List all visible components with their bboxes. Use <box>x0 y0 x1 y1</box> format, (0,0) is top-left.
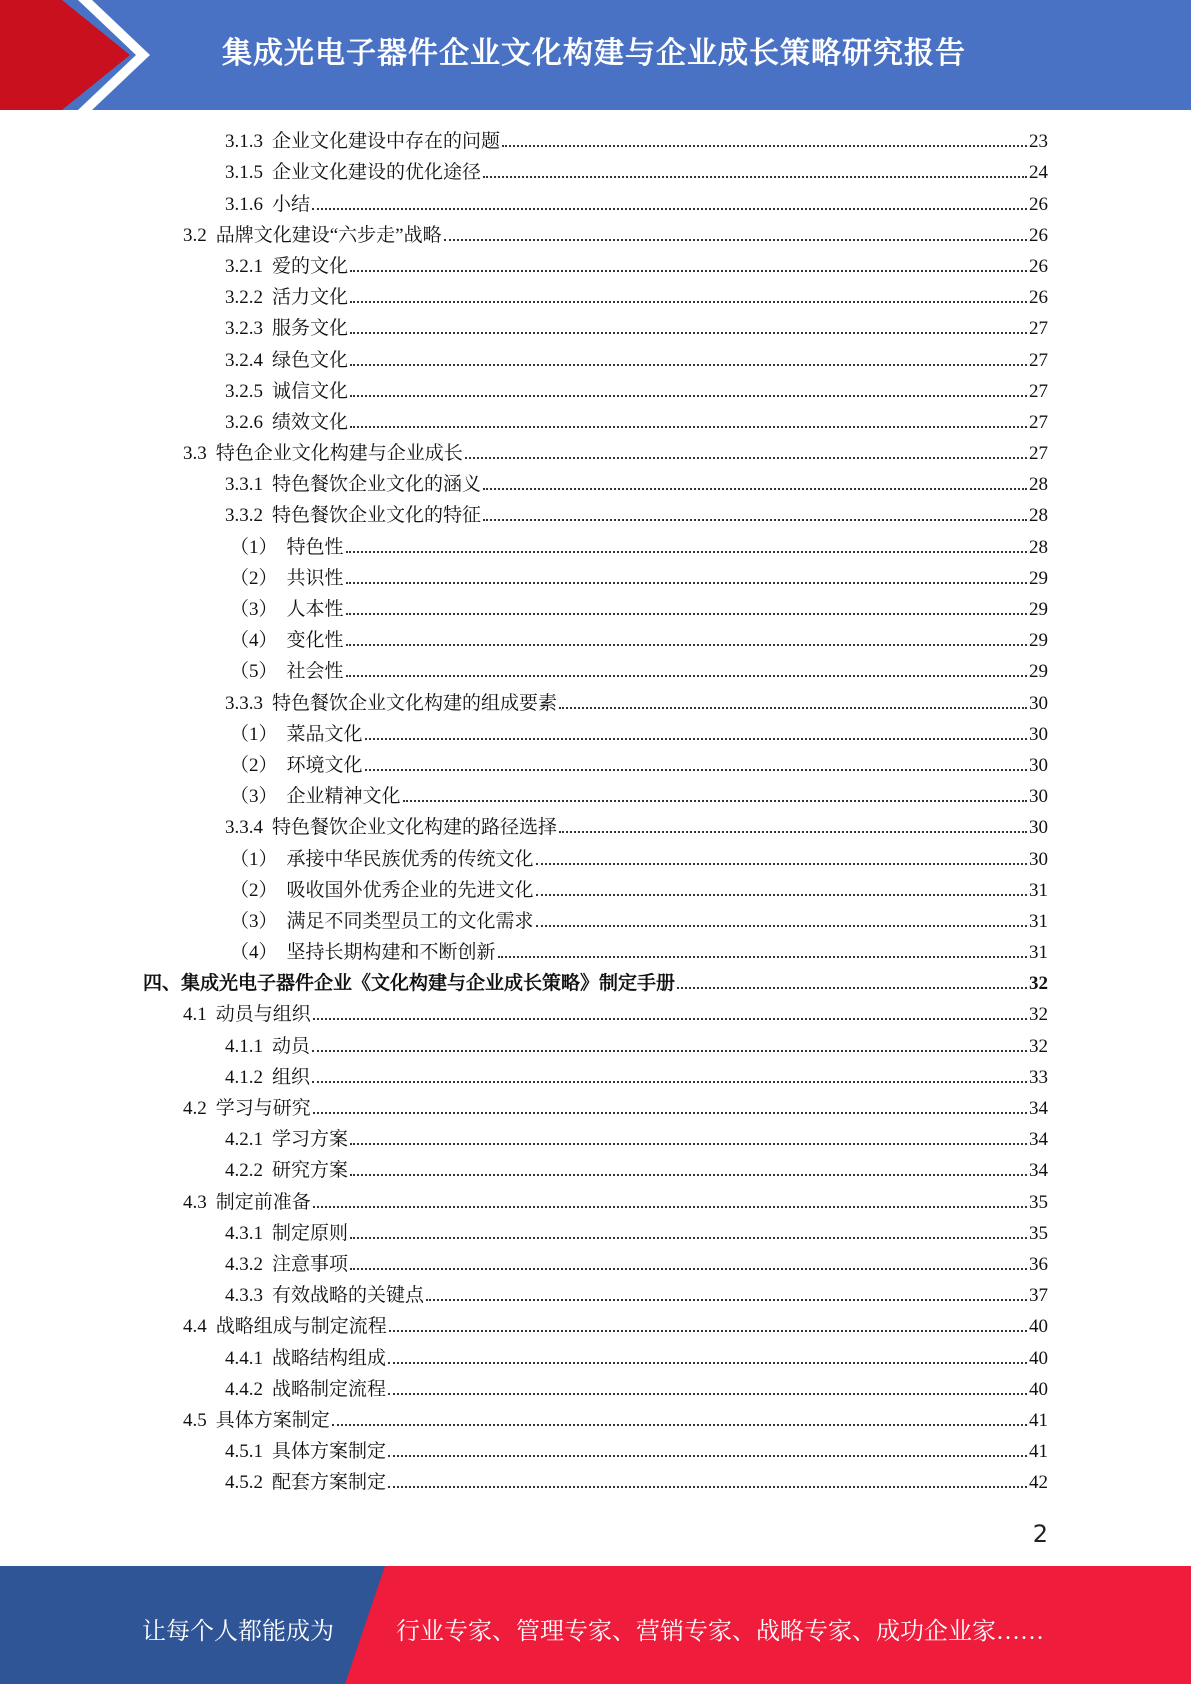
toc-entry-title: 环境文化 <box>286 754 363 776</box>
toc-entry-page: 31 <box>1029 879 1048 901</box>
toc-entry-page: 29 <box>1029 567 1048 589</box>
toc-entry-page: 30 <box>1029 692 1048 714</box>
toc-entry-title: 学习方案 <box>272 1129 349 1151</box>
toc-entry-number: 3.2.1 <box>225 255 263 277</box>
toc-entry-number: 3.2.2 <box>225 287 263 309</box>
toc-entry-title: 特色餐饮企业文化构建的路径选择 <box>272 817 558 839</box>
toc-entry-page: 26 <box>1029 287 1048 309</box>
toc-entry-title: 诚信文化 <box>272 380 349 402</box>
toc-entry[interactable] <box>0 594 1191 625</box>
toc-entry[interactable] <box>0 220 1191 251</box>
toc-leader-dots <box>502 145 1027 147</box>
toc-entry[interactable] <box>0 1405 1191 1436</box>
toc-entry[interactable] <box>0 1062 1191 1093</box>
toc-entry-page: 40 <box>1029 1316 1048 1338</box>
toc-entry[interactable] <box>0 937 1191 968</box>
toc-entry-number: 4.5 <box>183 1409 207 1431</box>
toc-entry[interactable] <box>0 968 1191 999</box>
toc-entry-number: 4.2.1 <box>225 1129 263 1151</box>
toc-entry-number: 3.3.4 <box>225 817 263 839</box>
toc-entry-title: 制定原则 <box>272 1222 349 1244</box>
toc-leader-dots <box>313 1018 1027 1020</box>
toc-entry-title: 绿色文化 <box>272 349 349 371</box>
toc-leader-dots <box>350 270 1027 272</box>
toc-entry-page: 33 <box>1029 1066 1048 1088</box>
toc-entry-page: 24 <box>1029 162 1048 184</box>
toc-leader-dots <box>388 1486 1027 1488</box>
toc-entry[interactable] <box>0 1374 1191 1405</box>
toc-entry-page: 27 <box>1029 380 1048 402</box>
toc-entry-title: 人本性 <box>286 599 344 620</box>
toc-entry-title: 动员 <box>272 1035 311 1057</box>
toc-entry-number: （3） <box>230 786 278 808</box>
toc-entry[interactable] <box>0 687 1191 718</box>
toc-entry-title: 变化性 <box>286 630 344 652</box>
toc-entry-page: 29 <box>1029 599 1048 620</box>
toc-entry[interactable] <box>0 563 1191 594</box>
toc-entry-page: 34 <box>1029 1160 1048 1182</box>
toc-entry-page: 28 <box>1029 536 1048 558</box>
toc-leader-dots <box>426 1299 1027 1301</box>
toc-entry-page: 32 <box>1029 973 1048 995</box>
toc-entry[interactable] <box>0 719 1191 750</box>
page-footer <box>0 1566 1191 1684</box>
toc-entry[interactable] <box>0 126 1191 157</box>
toc-leader-dots <box>403 800 1027 802</box>
toc-entry[interactable] <box>0 656 1191 687</box>
toc-entry[interactable] <box>0 407 1191 438</box>
toc-leader-dots <box>498 956 1027 958</box>
toc-entry-page: 30 <box>1029 723 1048 745</box>
toc-entry-number: （2） <box>230 567 278 589</box>
toc-entry[interactable] <box>0 999 1191 1030</box>
toc-entry-number: 3.2 <box>183 224 207 246</box>
toc-entry-number: （2） <box>230 879 278 901</box>
toc-leader-dots <box>350 1174 1027 1176</box>
toc-leader-dots <box>312 1050 1027 1052</box>
toc-entry-page: 30 <box>1029 817 1048 839</box>
toc-leader-dots <box>350 395 1027 397</box>
toc-entry-page: 30 <box>1029 786 1048 808</box>
toc-entry-title: 品牌文化建设“六步走”战略 <box>215 224 442 246</box>
toc-entry-page: 41 <box>1029 1409 1048 1431</box>
toc-entry-title: 承接中华民族优秀的传统文化 <box>286 848 534 870</box>
toc-entry-page: 32 <box>1029 1004 1048 1026</box>
toc-entry-number: 4.2 <box>183 1098 207 1119</box>
toc-entry-number: （1） <box>230 536 278 558</box>
toc-leader-dots <box>365 738 1027 740</box>
toc-leader-dots <box>365 769 1027 771</box>
toc-leader-dots <box>444 239 1027 241</box>
toc-entry-number: （3） <box>230 910 278 932</box>
toc-leader-dots <box>346 551 1027 553</box>
toc-entry[interactable] <box>0 282 1191 313</box>
toc-entry[interactable] <box>0 188 1191 219</box>
toc-leader-dots <box>313 1112 1027 1114</box>
toc-entry-number: （5） <box>230 661 278 683</box>
toc-entry-page: 27 <box>1029 443 1048 465</box>
toc-entry-number: 3.3 <box>183 443 207 465</box>
toc-entry-title: 绩效文化 <box>272 411 349 433</box>
toc-entry-number: 4.3.1 <box>225 1222 263 1244</box>
toc-entry-page: 37 <box>1029 1285 1048 1307</box>
toc-entry-page: 23 <box>1029 131 1048 153</box>
toc-entry[interactable] <box>0 906 1191 937</box>
toc-entry[interactable] <box>0 438 1191 469</box>
toc-entry[interactable] <box>0 157 1191 188</box>
toc-leader-dots <box>389 1330 1027 1332</box>
toc-entry-page: 29 <box>1029 661 1048 683</box>
toc-entry-title: 特色餐饮企业文化的特征 <box>272 505 482 527</box>
toc-entry[interactable] <box>0 1467 1191 1498</box>
toc-entry-title: 注意事项 <box>272 1253 349 1275</box>
toc-entry-page: 32 <box>1029 1035 1048 1057</box>
toc-entry-title: 企业精神文化 <box>286 786 401 808</box>
toc-entry-page: 26 <box>1029 224 1048 246</box>
toc-leader-dots <box>388 1455 1027 1457</box>
toc-entry-title: 配套方案制定 <box>272 1472 387 1494</box>
toc-leader-dots <box>483 176 1027 178</box>
toc-entry[interactable] <box>0 1186 1191 1217</box>
toc-leader-dots <box>346 675 1027 677</box>
toc-leader-dots <box>350 1237 1027 1239</box>
toc-entry[interactable] <box>0 469 1191 500</box>
header-title: 集成光电子器件企业文化构建与企业成长策略研究报告 <box>222 36 966 71</box>
toc-leader-dots <box>346 644 1027 646</box>
toc-entry-number: 4.3.2 <box>225 1253 263 1275</box>
toc-entry-title: 企业文化建设中存在的问题 <box>272 131 501 153</box>
toc-entry-number: 4.2.2 <box>225 1160 263 1182</box>
toc-entry-number: （1） <box>230 723 278 745</box>
toc-entry-number: 3.1.5 <box>225 162 263 184</box>
toc-leader-dots <box>536 894 1027 896</box>
toc-entry-title: 爱的文化 <box>272 255 349 277</box>
toc-entry-number: 3.2.6 <box>225 411 263 433</box>
toc-leader-dots <box>388 1362 1027 1364</box>
toc-entry-page: 36 <box>1029 1253 1048 1275</box>
toc-leader-dots <box>559 831 1027 833</box>
toc-entry[interactable] <box>0 812 1191 843</box>
toc-entry-number: （4） <box>230 942 278 964</box>
toc-entry-title: 小结 <box>272 193 311 215</box>
toc-entry-page: 34 <box>1029 1129 1048 1151</box>
toc-entry[interactable] <box>0 251 1191 282</box>
toc-entry-page: 41 <box>1029 1441 1048 1463</box>
toc-leader-dots <box>677 987 1027 989</box>
toc-entry-title: 战略制定流程 <box>272 1378 387 1400</box>
toc-entry-page: 26 <box>1029 193 1048 215</box>
toc-entry-title: 有效战略的关键点 <box>272 1285 425 1307</box>
toc-entry-number: 3.3.2 <box>225 505 263 527</box>
toc-entry-title: 组织 <box>272 1066 311 1088</box>
toc-entry-number: 4.5.2 <box>225 1472 263 1494</box>
toc-leader-dots <box>483 488 1027 490</box>
toc-entry-number: 3.1.6 <box>225 193 263 215</box>
toc-entry-page: 27 <box>1029 411 1048 433</box>
toc-leader-dots <box>350 364 1027 366</box>
toc-leader-dots <box>559 707 1027 709</box>
toc-entry-number: 4.4 <box>183 1316 207 1338</box>
toc-entry-number: 3.2.5 <box>225 380 263 402</box>
toc-entry-title: 服务文化 <box>272 318 349 340</box>
toc-leader-dots <box>350 426 1027 428</box>
toc-leader-dots <box>332 1424 1027 1426</box>
toc-entry-number: 3.3.1 <box>225 474 263 496</box>
toc-entry-number: （4） <box>230 630 278 652</box>
toc-leader-dots <box>350 332 1027 334</box>
toc-entry-number: 4.4.2 <box>225 1378 263 1400</box>
toc-leader-dots <box>312 1081 1027 1083</box>
toc-entry-page: 40 <box>1029 1347 1048 1369</box>
toc-entry[interactable] <box>0 1311 1191 1342</box>
toc-entry-number: 4.4.1 <box>225 1347 263 1369</box>
toc-entry-number: 4.5.1 <box>225 1441 263 1463</box>
toc-entry[interactable] <box>0 1030 1191 1061</box>
toc-entry-title: 社会性 <box>286 661 344 683</box>
toc-entry-page: 30 <box>1029 754 1048 776</box>
toc-entry-number: 4.1.2 <box>225 1066 263 1088</box>
toc-entry-title: 活力文化 <box>272 287 349 309</box>
toc-entry-title: 四、集成光电子器件企业《文化构建与企业成长策略》制定手册 <box>143 973 676 995</box>
toc-entry-page: 27 <box>1029 349 1048 371</box>
toc-entry-title: 学习与研究 <box>215 1098 311 1119</box>
toc-entry-title: 坚持长期构建和不断创新 <box>286 942 496 964</box>
toc-entry-title: 特色餐饮企业文化的涵义 <box>272 474 482 496</box>
toc-entry-title: 战略结构组成 <box>272 1347 387 1369</box>
toc-leader-dots <box>346 582 1027 584</box>
toc-entry-number: 4.3 <box>183 1191 207 1213</box>
toc-entry-title: 满足不同类型员工的文化需求 <box>286 910 534 932</box>
toc-entry-number: 3.1.3 <box>225 131 263 153</box>
toc-entry[interactable] <box>0 344 1191 375</box>
toc-entry[interactable] <box>0 313 1191 344</box>
toc-leader-dots <box>313 1206 1027 1208</box>
toc-entry[interactable] <box>0 1155 1191 1186</box>
toc-entry-title: 共识性 <box>286 567 344 589</box>
toc-entry[interactable] <box>0 843 1191 874</box>
toc-entry-number: 3.2.3 <box>225 318 263 340</box>
toc-leader-dots <box>350 301 1027 303</box>
footer-slogan-right: 行业专家、管理专家、营销专家、战略专家、成功企业家…… <box>396 1619 1044 1645</box>
page-header <box>0 0 1191 110</box>
toc-entry-title: 特色企业文化构建与企业成长 <box>215 443 463 465</box>
toc-leader-dots <box>350 1143 1027 1145</box>
toc-entry-number: 4.1 <box>183 1004 207 1026</box>
toc-entry-page: 31 <box>1029 910 1048 932</box>
toc-leader-dots <box>536 863 1027 865</box>
toc-entry-page: 27 <box>1029 318 1048 340</box>
toc-entry-title: 菜品文化 <box>286 723 363 745</box>
toc-entry-page: 30 <box>1029 848 1048 870</box>
toc-entry-page: 26 <box>1029 255 1048 277</box>
toc-entry[interactable] <box>0 750 1191 781</box>
toc-entry-title: 特色餐饮企业文化构建的组成要素 <box>272 692 558 714</box>
toc-entry[interactable] <box>0 1436 1191 1467</box>
toc-leader-dots <box>483 519 1027 521</box>
toc-entry-page: 34 <box>1029 1098 1048 1119</box>
toc-entry[interactable] <box>0 781 1191 812</box>
toc-entry-title: 战略组成与制定流程 <box>215 1316 387 1338</box>
toc-leader-dots <box>346 613 1027 615</box>
toc-leader-dots <box>312 208 1027 210</box>
toc-entry[interactable] <box>0 376 1191 407</box>
toc-entry-title: 研究方案 <box>272 1160 349 1182</box>
toc-entry-title: 特色性 <box>286 536 344 558</box>
toc-entry-page: 29 <box>1029 630 1048 652</box>
toc-entry-page: 35 <box>1029 1191 1048 1213</box>
toc-entry[interactable] <box>0 1093 1191 1124</box>
footer-slogan-left: 让每个人都能成为 <box>142 1619 334 1645</box>
page-number: 2 <box>1032 1520 1048 1548</box>
table-of-contents <box>0 126 1191 1498</box>
toc-entry[interactable] <box>0 625 1191 656</box>
toc-leader-dots <box>536 925 1027 927</box>
toc-entry[interactable] <box>0 531 1191 562</box>
toc-entry-number: （2） <box>230 754 278 776</box>
toc-entry[interactable] <box>0 1124 1191 1155</box>
toc-entry[interactable] <box>0 1280 1191 1311</box>
toc-leader-dots <box>465 457 1027 459</box>
toc-entry-page: 28 <box>1029 505 1048 527</box>
toc-entry-page: 35 <box>1029 1222 1048 1244</box>
toc-entry[interactable] <box>0 875 1191 906</box>
toc-entry[interactable] <box>0 500 1191 531</box>
toc-entry-number: （1） <box>230 848 278 870</box>
toc-entry-page: 40 <box>1029 1378 1048 1400</box>
toc-entry-title: 制定前准备 <box>215 1191 311 1213</box>
toc-entry[interactable] <box>0 1342 1191 1373</box>
toc-entry-title: 吸收国外优秀企业的先进文化 <box>286 879 534 901</box>
toc-entry-title: 具体方案制定 <box>215 1409 330 1431</box>
toc-entry-number: 3.3.3 <box>225 692 263 714</box>
toc-entry-title: 动员与组织 <box>215 1004 311 1026</box>
toc-entry-number: 4.1.1 <box>225 1035 263 1057</box>
toc-entry-number: （3） <box>230 599 278 620</box>
toc-entry-page: 31 <box>1029 942 1048 964</box>
toc-entry-page: 28 <box>1029 474 1048 496</box>
toc-entry-title: 企业文化建设的优化途径 <box>272 162 482 184</box>
toc-leader-dots <box>388 1393 1027 1395</box>
toc-entry-title: 具体方案制定 <box>272 1441 387 1463</box>
toc-entry[interactable] <box>0 1249 1191 1280</box>
toc-entry[interactable] <box>0 1218 1191 1249</box>
toc-leader-dots <box>350 1268 1027 1270</box>
toc-entry-number: 3.2.4 <box>225 349 263 371</box>
toc-entry-number: 4.3.3 <box>225 1285 263 1307</box>
toc-entry-page: 42 <box>1029 1472 1048 1494</box>
